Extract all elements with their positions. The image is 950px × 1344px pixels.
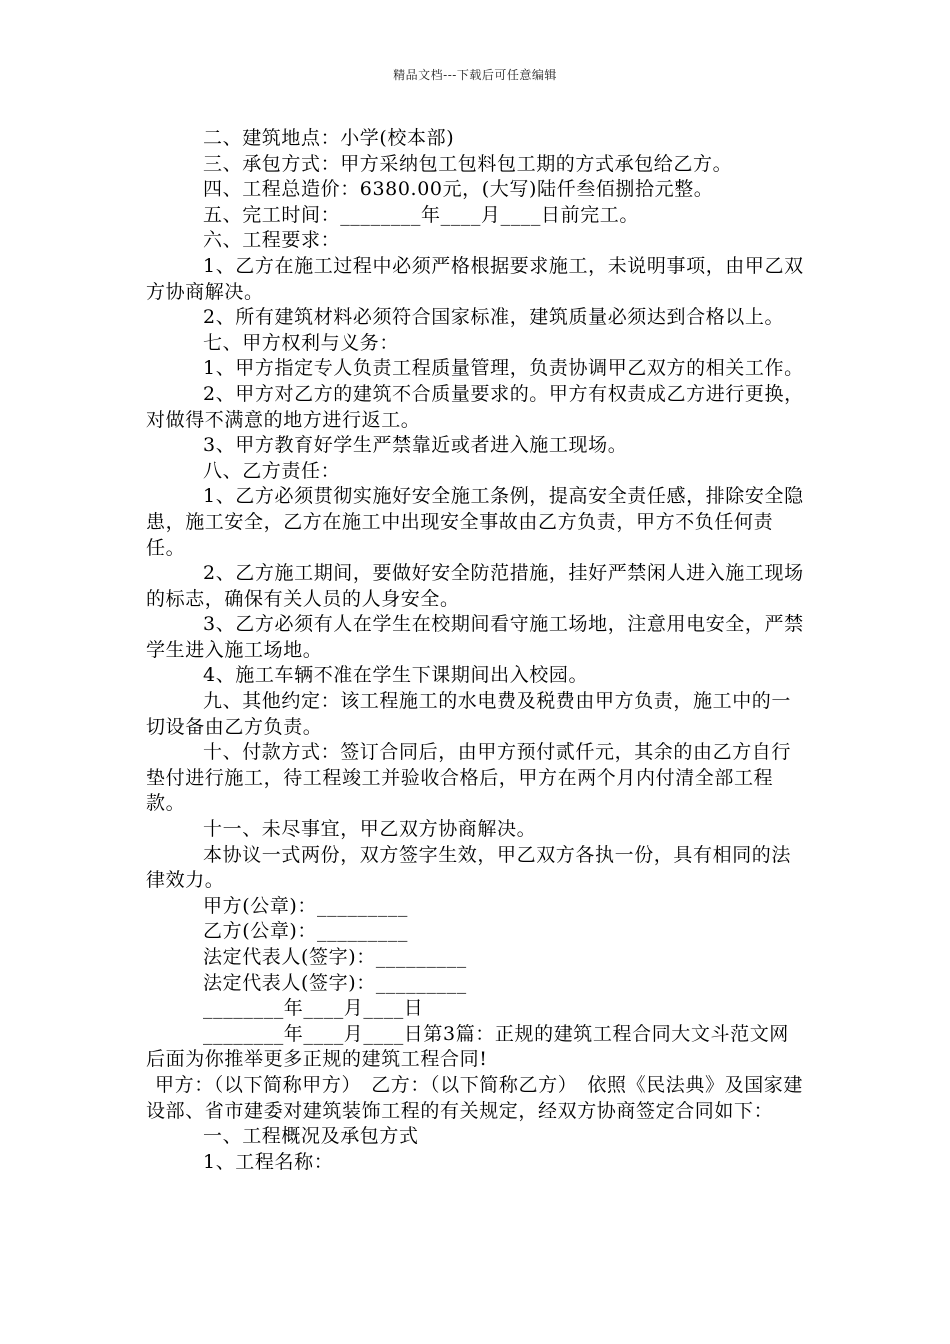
paragraph: 3、甲方教育好学生严禁靠近或者进入施工现场。: [203, 434, 628, 457]
paragraph: 六、工程要求：: [203, 229, 341, 252]
paragraph: 1、甲方指定专人负责工程质量管理，负责协调甲乙双方的相关工作。: [203, 357, 804, 380]
paragraph: 1、乙方在施工过程中必须严格根据要求施工，未说明事项，由甲乙双方协商解决。: [146, 254, 804, 303]
signature-line: 法定代表人(签字)：_________: [203, 971, 467, 994]
paragraph: 十、付款方式：签订合同后，由甲方预付贰仟元，其余的由乙方自行垫付进行施工，待工程竣工并验收合格后，甲方在两个月内付清全部工程款。: [146, 741, 792, 815]
paragraph: 九、其他约定：该工程施工的水电费及税费由甲方负责，施工中的一切设备由乙方负责。: [146, 690, 792, 738]
paragraph: 二、建筑地点：小学(校本部): [203, 127, 455, 149]
date-line: ________年____月____日: [203, 997, 424, 1020]
paragraph: 五、完工时间：________年____月____日前完工。: [203, 203, 640, 226]
paragraph: 4、施工车辆不准在学生下课期间出入校园。: [203, 664, 589, 687]
paragraph: 七、甲方权利与义务：: [203, 331, 400, 354]
paragraph: 1、乙方必须贯彻实施好安全施工条例，提高安全责任感，排除安全隐患，施工安全，乙方在施工中出现安全事故由乙方负责，甲方不负任何责任。: [146, 485, 804, 559]
paragraph: 2、乙方施工期间，要做好安全防范措施，挂好严禁闲人进入施工现场的标志，确保有关人员的人身安全。: [146, 562, 804, 610]
paragraph: ________年____月____日第3篇：正规的建筑工程合同大文斗范文网后面为你推举更多正规的建筑工程合同!: [146, 1022, 789, 1071]
paragraph: 1、工程名称：: [203, 1150, 334, 1173]
signature-line: 乙方(公章)：_________: [203, 920, 408, 943]
paragraph: 3、乙方必须有人在学生在校期间看守施工场地，注意用电安全，严禁学生进入施工场地。: [146, 613, 804, 661]
signature-line: 甲方(公章)：_________: [203, 894, 408, 917]
paragraph: 三、承包方式：甲方采纳包工包料包工期的方式承包给乙方。: [203, 152, 733, 175]
paragraph: 2、甲方对乙方的建筑不合质量要求的。甲方有权责成乙方进行更换，对做得不满意的地方进行返工。: [146, 382, 804, 431]
paragraph: 本协议一式两份，双方签字生效，甲乙双方各执一份，具有相同的法律效力。: [146, 843, 792, 892]
paragraph: 十一、未尽事宜，甲乙双方协商解决。: [203, 818, 537, 841]
paragraph: 八、乙方责任：: [203, 459, 341, 482]
paragraph: 甲方：（以下简称甲方） 乙方：（以下简称乙方） 依照《民法典》及国家建设部、省市建委对建筑装饰工程的有关规定，经双方协商签定合同如下：: [146, 1073, 804, 1122]
page-header: 精品文档---下载后可任意编辑: [393, 68, 557, 82]
section-heading: 一、工程概况及承包方式: [203, 1125, 419, 1148]
paragraph: 四、工程总造价：6380.00元，(大写)陆仟叁佰捌拾元整。: [203, 178, 714, 201]
paragraph: 2、所有建筑材料必须符合国家标准，建筑质量必须达到合格以上。: [203, 306, 785, 329]
document-body: [146, 126, 808, 1175]
signature-line: 法定代表人(签字)：_________: [203, 946, 467, 968]
